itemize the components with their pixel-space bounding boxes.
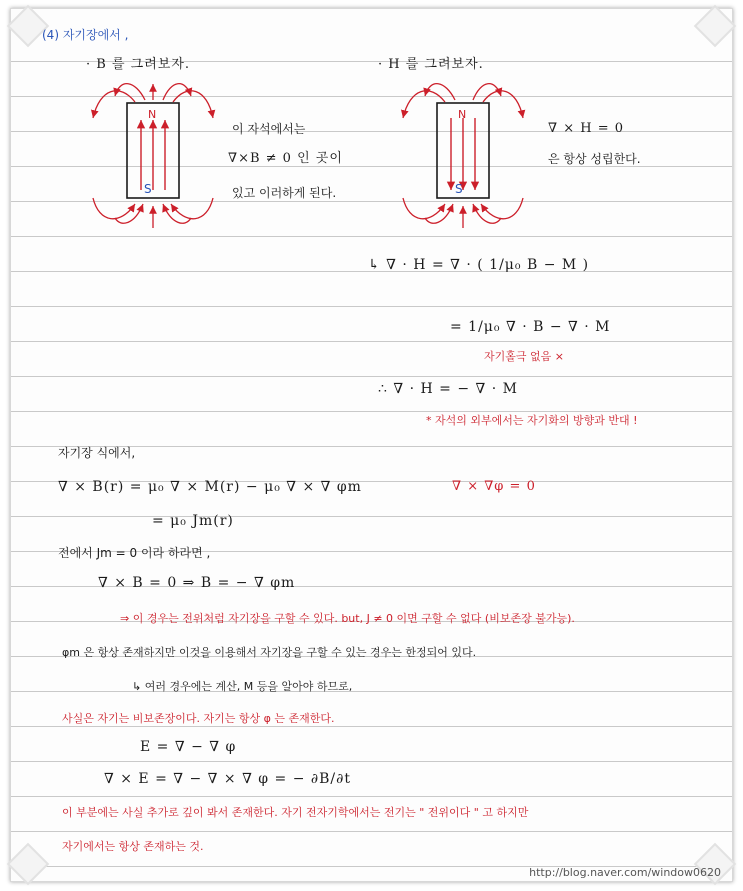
potential-intro: 자기장 식에서,: [58, 446, 136, 460]
field-line: [93, 198, 135, 219]
field-line: [473, 204, 501, 223]
potential-line11: 이 부분에는 사실 추가로 깊이 봐서 존재한다. 자기 전자기학에서는 전기는 " 전위이다 " 고 하지만: [62, 806, 529, 819]
h-note-line1: ∇ × H = 0: [548, 121, 624, 136]
field-line: [115, 204, 143, 223]
derivation-eq3: ∴ ∇ · H = − ∇ · M: [378, 381, 518, 397]
potential-line4: ∇ × B = 0 ⇒ B = − ∇ φm: [98, 575, 296, 591]
field-line: [93, 91, 135, 118]
potential-line1-note: ∇ × ∇φ = 0: [452, 479, 536, 494]
b-field-magnet-diagram: [85, 78, 225, 238]
field-line: [403, 91, 445, 118]
field-line: [425, 84, 455, 100]
section-heading: (4) 자기장에서 ,: [42, 28, 129, 42]
field-line: [115, 84, 145, 100]
potential-line3: 전에서 Jm = 0 이라 하라면 ,: [58, 546, 211, 560]
field-line: [403, 198, 445, 219]
field-line: [163, 204, 191, 223]
field-line: [171, 198, 213, 219]
derivation-eq1: ↳ ∇ · H = ∇ · ( 1/μ₀ B − M ): [368, 257, 590, 273]
h-field-title: · H 를 그려보자.: [378, 57, 484, 72]
derivation-eq3-note: * 자석의 외부에서는 자기화의 방향과 반대 !: [426, 414, 638, 427]
b-note-line1: 이 자석에서는: [232, 122, 306, 136]
potential-line1: ∇ × B(r) = μ₀ ∇ × M(r) − μ₀ ∇ × ∇ φm: [58, 479, 362, 495]
derivation-eq2-note: 자기홀극 없음 ×: [484, 350, 564, 363]
derivation-eq2: = 1/μ₀ ∇ · B − ∇ · M: [450, 319, 611, 335]
potential-line10: ∇ × E = ∇ − ∇ × ∇ φ = − ∂B/∂t: [104, 771, 352, 787]
b-magnet-north-label: N: [148, 108, 157, 121]
h-note-line2: 은 항상 성립한다.: [548, 152, 641, 166]
potential-line8: 사실은 자기는 비보존장이다. 자기는 항상 φ 는 존재한다.: [62, 712, 335, 725]
field-line: [481, 198, 523, 219]
h-field-magnet-diagram: [395, 78, 535, 238]
b-note-line3: 있고 이러하게 된다.: [232, 186, 337, 200]
field-line: [425, 204, 453, 223]
potential-line2: = μ₀ Jm(r): [152, 513, 234, 529]
potential-line5: ⇒ 이 경우는 전위처럼 자기장을 구할 수 있다. but, J ≠ 0 이면 구할 수 없다 (비보존장 불가능).: [120, 612, 575, 625]
h-magnet-north-label: N: [458, 108, 467, 121]
photo-corner: [694, 5, 736, 47]
potential-line7: ↳ 여러 경우에는 계산, M 등을 알아야 하므로,: [132, 680, 353, 693]
b-note-line2: ∇×B ≠ 0 인 곳이: [228, 151, 343, 166]
potential-line12: 자기에서는 항상 존재하는 것.: [62, 840, 204, 853]
b-magnet-south-label: S: [144, 182, 152, 196]
blog-watermark: http://blog.naver.com/window0620: [529, 866, 721, 879]
h-magnet-south-label: S: [455, 182, 463, 196]
b-field-title: · B 를 그려보자.: [86, 57, 191, 72]
photo-corner: [7, 843, 49, 885]
potential-line9: E = ∇ − ∇ φ: [140, 739, 237, 755]
potential-line6: φm 은 항상 존재하지만 이것을 이용해서 자기장을 구할 수 있는 경우는 한정되어 있다.: [62, 646, 477, 659]
